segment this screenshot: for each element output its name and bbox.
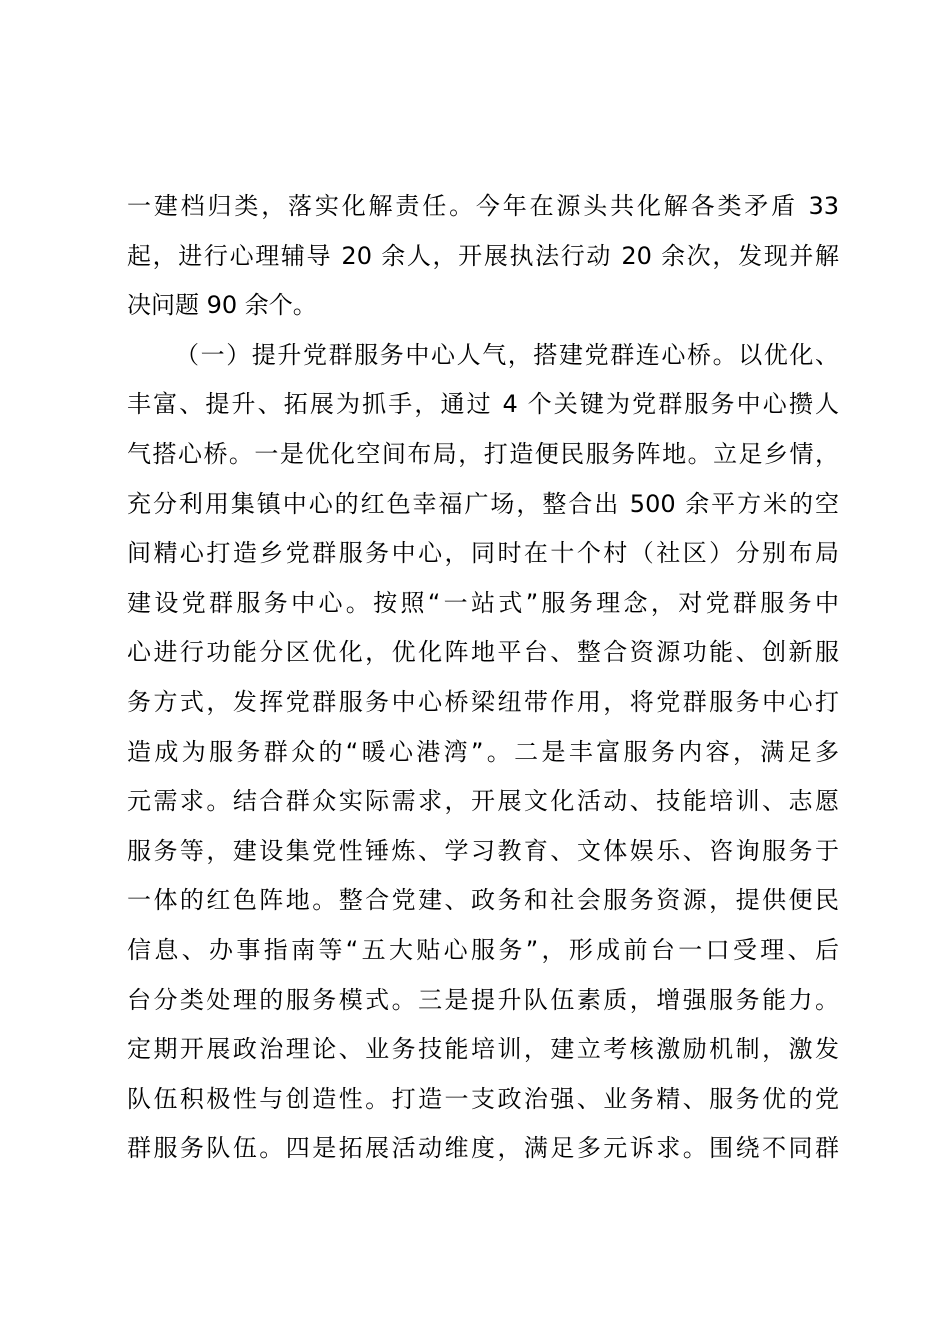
text-line: 造成为服务群众的“暖心港湾”。二是丰富服务内容，满足多 <box>127 737 839 766</box>
section-heading-line: （一）提升党群服务中心人气，搭建党群连心桥。以优化、 <box>175 340 839 369</box>
text-line: 气搭心桥。一是优化空间布局，打造便民服务阵地。立足乡情， <box>127 439 839 468</box>
text-line: 丰富、提升、拓展为抓手，通过 4 个关键为党群服务中心攒人 <box>127 390 839 419</box>
text-line <box>127 1174 839 1224</box>
text-line: 群服务队伍。四是拓展活动维度，满足多元诉求。围绕不同群 <box>127 1134 839 1163</box>
paragraph-section-one <box>127 331 839 1224</box>
text-line: 起，进行心理辅导 20 余人，开展执法行动 20 余次，发现并解 <box>127 241 839 270</box>
text-line: 一建档归类，落实化解责任。今年在源头共化解各类矛盾 33 <box>127 192 839 220</box>
text-line: 信息、办事指南等“五大贴心服务”，形成前台一口受理、后 <box>127 935 839 964</box>
text-line: 队伍积极性与创造性。打造一支政治强、业务精、服务优的党 <box>127 1084 839 1113</box>
body-text <box>127 182 839 1223</box>
text-line: 服务等，建设集党性锤炼、学习教育、文体娱乐、咨询服务于 <box>127 836 839 865</box>
text-line: 定期开展政治理论、业务技能培训，建立考核激励机制，激发 <box>127 1035 839 1064</box>
text-line: 充分利用集镇中心的红色幸福广场，整合出 500 余平方米的空 <box>127 489 839 518</box>
text-line: 务方式，发挥党群服务中心桥梁纽带作用，将党群服务中心打 <box>127 687 839 716</box>
text-line: 心进行功能分区优化，优化阵地平台、整合资源功能、创新服 <box>127 638 839 667</box>
text-line: 决问题 90 余个。 <box>127 291 317 320</box>
text-line: 间精心打造乡党群服务中心，同时在十个村（社区）分别布局 <box>127 539 839 568</box>
text-line: 台分类处理的服务模式。三是提升队伍素质，增强服务能力。 <box>127 985 839 1014</box>
paragraph-continuation <box>127 182 839 331</box>
text-line: 一体的红色阵地。整合党建、政务和社会服务资源，提供便民 <box>127 886 839 915</box>
text-line: 建设党群服务中心。按照“一站式”服务理念，对党群服务中 <box>127 588 839 617</box>
text-line: 元需求。结合群众实际需求，开展文化活动、技能培训、志愿 <box>127 787 839 816</box>
